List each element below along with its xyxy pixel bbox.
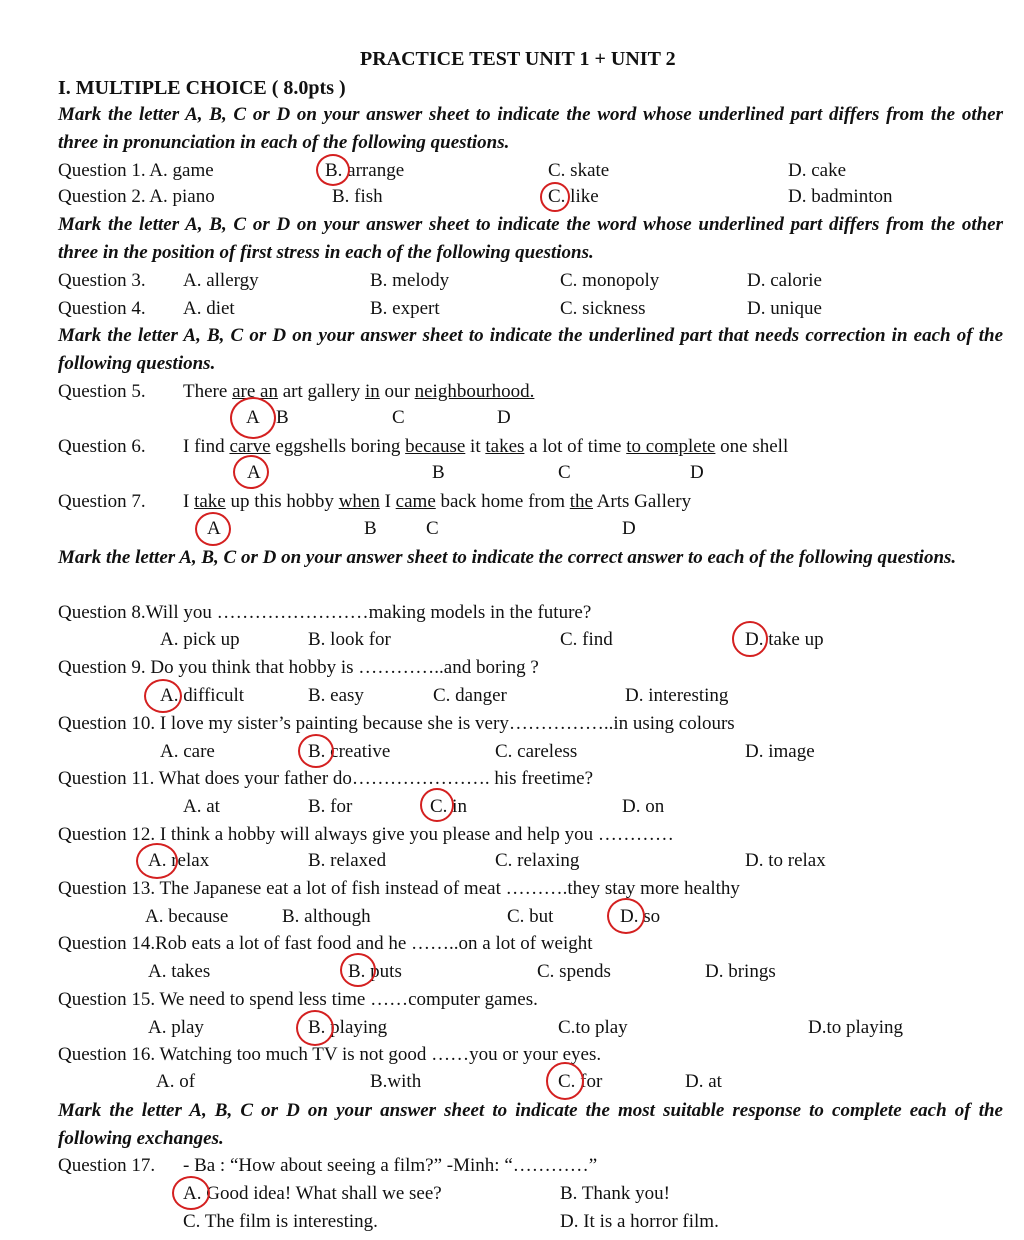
instruction-stress: Mark the letter A, B, C or D on your answer sheet to indicate the word whose underlined part differs from the other three in the position of first stress in each of the following questions. [58,214,1003,263]
q1-option-d[interactable]: D. cake [788,160,847,181]
q17-option-b[interactable]: B. Thank you! [560,1183,670,1204]
q1-option-b[interactable]: B. arrange [325,160,405,181]
q8-option-a[interactable]: A. pick up [160,629,240,650]
question-4: Question 4. [58,298,146,319]
q10-option-c[interactable]: C. careless [495,741,578,762]
q10-option-a[interactable]: A. care [160,741,215,762]
question-1: Question 1. A. game [58,160,214,181]
question-3: Question 3. [58,270,146,291]
q3-option-b[interactable]: B. melody [370,270,450,291]
q16-option-d[interactable]: D. at [685,1071,722,1092]
question-2: Question 2. A. piano [58,186,215,207]
answer-circle-q5 [230,397,276,439]
q16-option-c[interactable]: C. for [558,1071,603,1092]
q7-sentence: I take up this hobby when I came back home from the Arts Gallery [183,491,692,512]
answer-circle-q14 [340,953,376,987]
answer-circle-q8 [732,621,768,657]
answer-circle-q2 [540,182,570,212]
question-6: Question 6. [58,436,146,457]
q15-option-c[interactable]: C.to play [558,1017,628,1038]
q3-option-a[interactable]: A. allergy [183,270,259,291]
q17-option-c[interactable]: C. The film is interesting. [183,1211,378,1232]
q13-option-a[interactable]: A. because [145,906,229,927]
section-heading: I. MULTIPLE CHOICE ( 8.0pts ) [58,77,346,99]
q2-option-c[interactable]: C. like [548,186,599,207]
answer-circle-q10 [298,734,334,768]
q4-option-d[interactable]: D. unique [747,298,822,319]
q16-option-b[interactable]: B.with [370,1071,422,1092]
q13-option-d[interactable]: D. so [620,906,661,927]
q14-option-b[interactable]: B. puts [348,961,402,982]
q5-label-b[interactable]: B [276,407,289,428]
q2-option-d[interactable]: D. badminton [788,186,893,207]
q6-label-d[interactable]: D [690,462,704,483]
instruction-pronunciation: Mark the letter A, B, C or D on your answer sheet to indicate the word whose underlined part differs from the other three in pronunciation in each of the following questions. [58,104,1003,153]
q7-label-a[interactable]: A [207,518,221,539]
answer-circle-q16 [546,1062,584,1100]
answer-circle-q15 [296,1010,334,1046]
instruction-correction: Mark the letter A, B, C or D on your answer sheet to indicate the underlined part that needs correction in each of the following questions. [58,325,1003,374]
q9-option-b[interactable]: B. easy [308,685,364,706]
q14-option-a[interactable]: A. takes [148,961,211,982]
q10-option-d[interactable]: D. image [745,741,815,762]
answer-circle-q17 [172,1176,210,1210]
q14-option-d[interactable]: D. brings [705,961,776,982]
q12-option-b[interactable]: B. relaxed [308,850,387,871]
answer-circle-q6 [233,455,269,489]
q1-option-c[interactable]: C. skate [548,160,610,181]
q4-option-a[interactable]: A. diet [183,298,235,319]
q11-option-d[interactable]: D. on [622,796,665,817]
answer-circle-q12 [136,843,178,879]
question-15: Question 15. We need to spend less time ……computer games. [58,989,538,1010]
answer-circle-q11 [420,788,454,822]
question-9: Question 9. Do you think that hobby is …………..and boring ? [58,657,539,678]
q11-option-a[interactable]: A. at [183,796,220,817]
q4-option-c[interactable]: C. sickness [560,298,646,319]
q9-option-a[interactable]: A. difficult [160,685,245,706]
q16-option-a[interactable]: A. of [156,1071,196,1092]
question-10: Question 10. I love my sister’s painting because she is very……………..in using colours [58,713,735,734]
q6-label-a[interactable]: A [247,462,261,483]
question-14: Question 14.Rob eats a lot of fast food and he ……..on a lot of weight [58,933,593,954]
q8-option-d[interactable]: D. take up [745,629,824,650]
q8-option-c[interactable]: C. find [560,629,613,650]
question-5: Question 5. [58,381,146,402]
q5-label-c[interactable]: C [392,407,405,428]
q7-label-c[interactable]: C [426,518,439,539]
instruction-correct-answer: Mark the letter A, B, C or D on your answer sheet to indicate the correct answer to each of the following questions. [58,547,957,568]
q6-label-b[interactable]: B [432,462,445,483]
q15-option-d[interactable]: D.to playing [808,1017,903,1038]
q3-option-d[interactable]: D. calorie [747,270,822,291]
q11-option-b[interactable]: B. for [308,796,353,817]
q4-option-b[interactable]: B. expert [370,298,440,319]
q11-option-c[interactable]: C. in [430,796,467,817]
answer-circle-q13 [607,898,645,934]
q2-option-b[interactable]: B. fish [332,186,383,207]
q17-option-a[interactable]: A. Good idea! What shall we see? [183,1183,442,1204]
q14-option-c[interactable]: C. spends [537,961,611,982]
q15-option-a[interactable]: A. play [148,1017,204,1038]
q5-label-a[interactable]: A [246,407,260,428]
question-16: Question 16. Watching too much TV is not good ……you or your eyes. [58,1044,602,1065]
q17-prompt: - Ba : “How about seeing a film?” -Minh: “…………” [183,1155,598,1176]
q10-option-b[interactable]: B. creative [308,741,391,762]
answer-circle-q1 [316,154,350,186]
q5-sentence: There are an art gallery in our neighbourhood. [183,381,535,402]
page-title: PRACTICE TEST UNIT 1 + UNIT 2 [360,48,676,70]
question-12: Question 12. I think a hobby will always give you please and help you ………… [58,824,674,845]
q17-option-d[interactable]: D. It is a horror film. [560,1211,719,1232]
question-17: Question 17. [58,1155,156,1176]
q3-option-c[interactable]: C. monopoly [560,270,660,291]
question-11: Question 11. What does your father do…………………. his freetime? [58,768,594,789]
q9-option-c[interactable]: C. danger [433,685,507,706]
answer-circle-q9 [144,679,182,713]
instruction-response: Mark the letter A, B, C or D on your answer sheet to indicate the most suitable response to complete each of the following exchanges. [58,1100,1003,1149]
question-13: Question 13. The Japanese eat a lot of fish instead of meat ……….they stay more healthy [58,878,740,899]
q9-option-d[interactable]: D. interesting [625,685,729,706]
answer-circle-q7 [195,512,231,546]
q6-label-c[interactable]: C [558,462,571,483]
q6-sentence: I find carve eggshells boring because it takes a lot of time to complete one shell [183,436,789,457]
question-8: Question 8.Will you ……………………making models in the future? [58,602,592,623]
q7-label-b[interactable]: B [364,518,377,539]
q7-label-d[interactable]: D [622,518,636,539]
question-7: Question 7. [58,491,146,512]
q13-option-c[interactable]: C. but [507,906,554,927]
q12-option-a[interactable]: A. relax [148,850,210,871]
q12-option-d[interactable]: D. to relax [745,850,826,871]
q13-option-b[interactable]: B. although [282,906,371,927]
q8-option-b[interactable]: B. look for [308,629,391,650]
q15-option-b[interactable]: B. playing [308,1017,388,1038]
q5-label-d[interactable]: D [497,407,511,428]
q12-option-c[interactable]: C. relaxing [495,850,580,871]
